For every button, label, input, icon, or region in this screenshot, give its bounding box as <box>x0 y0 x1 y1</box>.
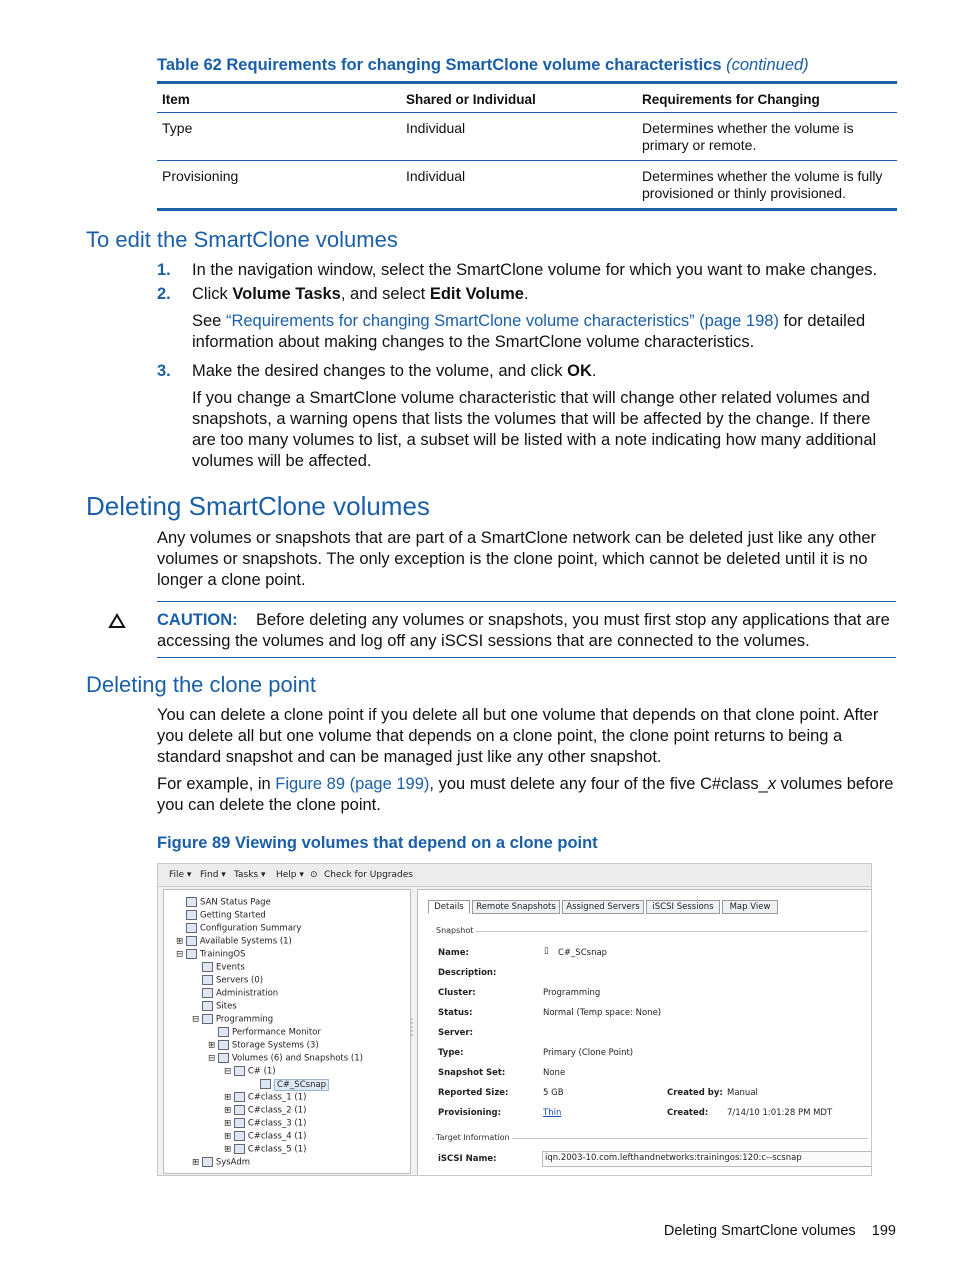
figure-caption: Figure 89 Viewing volumes that depend on a clone point <box>157 834 598 852</box>
snapshot-icon <box>260 1079 271 1089</box>
tab-assigned-servers[interactable]: Assigned Servers <box>562 900 644 914</box>
requirements-table <box>157 81 897 211</box>
group-icon <box>186 949 197 959</box>
table-row <box>157 161 897 210</box>
navigation-tree <box>163 889 411 1174</box>
cell-item: Type <box>157 113 401 161</box>
menu-help[interactable]: Help ▾ <box>276 870 304 880</box>
requirements-link[interactable]: “Requirements for changing SmartClone volume characteristics” (page 198) <box>225 312 779 330</box>
menu-tasks[interactable]: Tasks ▾ <box>234 870 266 880</box>
volume-icon <box>234 1066 245 1076</box>
start-icon <box>186 910 197 920</box>
tab-map-view[interactable]: Map View <box>722 900 778 914</box>
check-upgrades-icon: ⊙ <box>310 870 318 880</box>
step-2: 2. Click Volume Tasks, and select Edit Volume. See “Requirements for changing SmartClone volume characteristics” (page 198) for detailed information about making changes to the SmartClone volume characteristics. <box>157 285 866 351</box>
summary-icon <box>186 923 197 933</box>
snapshot-group: Snapshot <box>432 931 868 932</box>
delete-paragraph: Any volumes or snapshots that are part of a SmartClone network can be deleted just like any other volumes or snapshots. The only exception is the clone point, which cannot be deleted until it is no longer a clone point. <box>157 529 877 589</box>
tree-item[interactable]: ⊞ C#class_5 (1) <box>224 1144 307 1155</box>
tree-item[interactable]: SAN Status Page <box>186 897 271 908</box>
menu-file[interactable]: File ▾ <box>169 870 192 880</box>
clone-paragraph-1: You can delete a clone point if you delete all but one volume that depends on that clone point. After you delete all but one volume that depends on a clone point, the clone point returns to being a standard snapshot and can be managed just like any other snapshot. <box>157 706 879 766</box>
tree-item[interactable]: Performance Monitor <box>218 1027 321 1038</box>
cell-item: Provisioning <box>157 161 401 210</box>
cluster-icon <box>202 1014 213 1024</box>
table-row <box>157 113 897 161</box>
volumes-icon <box>218 1053 229 1063</box>
snapshot-icon: ▯ <box>544 946 549 956</box>
tree-item[interactable]: Servers (0) <box>202 975 263 986</box>
volume-icon <box>234 1144 245 1154</box>
volume-icon <box>234 1105 245 1115</box>
figure-link[interactable]: Figure 89 (page 199) <box>275 775 430 793</box>
col-item: Item <box>157 83 401 113</box>
tree-item[interactable]: ⊟ Programming <box>192 1014 274 1025</box>
volume-icon <box>234 1092 245 1102</box>
tree-item[interactable]: ⊞ C#class_4 (1) <box>224 1131 307 1142</box>
sites-icon <box>202 1001 213 1011</box>
volume-icon <box>234 1131 245 1141</box>
table-caption: Table 62 Requirements for changing SmartClone volume characteristics (continued) <box>157 56 809 74</box>
menu-check-upgrades[interactable]: Check for Upgrades <box>324 870 413 880</box>
cluster-icon <box>202 1157 213 1167</box>
section-heading-edit: To edit the SmartClone volumes <box>86 227 398 252</box>
tree-item[interactable]: Configuration Summary <box>186 923 301 934</box>
target-group: Target Information <box>432 1138 868 1139</box>
tree-item[interactable]: ⊞ C#class_1 (1) <box>224 1092 307 1103</box>
tree-item[interactable]: ⊞ Available Systems (1) <box>176 936 292 947</box>
step-1: 1. In the navigation window, select the SmartClone volume for which you want to make changes. <box>157 261 878 279</box>
cell-shared: Individual <box>401 161 637 210</box>
monitor-icon <box>218 1027 229 1037</box>
tree-item[interactable]: ⊞ SysAdm <box>192 1157 251 1168</box>
tab-remote-snapshots[interactable]: Remote Snapshots <box>472 900 560 914</box>
provisioning-link[interactable]: Thin <box>543 1108 562 1118</box>
cell-req: Determines whether the volume is fully provisioned or thinly provisioned. <box>637 161 897 210</box>
tree-item[interactable]: ⊞ C#class_3 (1) <box>224 1118 307 1129</box>
events-icon <box>202 962 213 972</box>
details-panel: Details Remote Snapshots Assigned Servers iSCSI Sessions Map View Snapshot Name: ▯ C#_SCsnap Description: Cluster: Programming Status: Normal (Temp space: None) Server: Type: Primary (Clone Point) Snapshot Set: None Reported Size: 5 GB Created by: Manual Provisioning: Thin Created: 7/14/10 1:01:28 PM MDT Target Information iSCSI Name: iqn.2003-10.com.lefthandnetworks:trainingos:120:c--scsnap <box>417 889 872 1176</box>
splitter-handle[interactable] <box>408 889 416 1172</box>
page-footer: Deleting SmartClone volumes 199 <box>663 1223 896 1239</box>
clone-paragraph-2: For example, in Figure 89 (page 199), you must delete any four of the five C#class_x volumes before you can delete the clone point. <box>157 775 894 814</box>
servers-icon <box>202 975 213 985</box>
menu-find[interactable]: Find ▾ <box>200 870 226 880</box>
menu-bar <box>158 864 871 887</box>
tree-item[interactable]: Events <box>202 962 245 973</box>
tab-details[interactable]: Details <box>428 900 470 914</box>
tree-item[interactable]: ⊞ C#class_2 (1) <box>224 1105 307 1116</box>
admin-icon <box>202 988 213 998</box>
systems-icon <box>186 936 197 946</box>
tree-item[interactable]: Administration <box>202 988 278 999</box>
tree-item-selected[interactable]: C#_SCsnap <box>260 1079 329 1090</box>
cell-req: Determines whether the volume is primary or remote. <box>637 113 897 161</box>
tree-item[interactable]: ⊟ C# (1) <box>224 1066 276 1077</box>
step-3: 3. Make the desired changes to the volume, and click OK. If you change a SmartClone volume characteristic that will change other related volumes and snapshots, a warning opens that lists the volumes that will be affected by the change. If there are too many volumes to list, a subset will be listed with a note indicating how many additional volumes will be affected. <box>157 362 877 470</box>
tab-iscsi-sessions[interactable]: iSCSI Sessions <box>646 900 720 914</box>
iscsi-name-field[interactable]: iqn.2003-10.com.lefthandnetworks:trainingos:120:c--scsnap <box>542 1151 872 1167</box>
caution-text: CAUTION: Before deleting any volumes or snapshots, you must first stop any applications that are accessing the volumes and log off any iSCSI sessions that are connected to the volumes. <box>157 611 890 650</box>
tree-item[interactable]: ⊟ Volumes (6) and Snapshots (1) <box>208 1053 363 1064</box>
warning-triangle-icon <box>108 613 126 629</box>
section-heading-delete: Deleting SmartClone volumes <box>86 491 430 521</box>
san-icon <box>186 897 197 907</box>
col-requirements: Requirements for Changing <box>637 83 897 113</box>
col-shared: Shared or Individual <box>401 83 637 113</box>
tree-item[interactable]: ⊟ TrainingOS <box>176 949 246 960</box>
storage-icon <box>218 1040 229 1050</box>
section-heading-clone-point: Deleting the clone point <box>86 672 316 697</box>
tree-item[interactable]: Getting Started <box>186 910 266 921</box>
cell-shared: Individual <box>401 113 637 161</box>
snapshot-name: C#_SCsnap <box>558 948 608 958</box>
tree-item[interactable]: ⊞ Storage Systems (3) <box>208 1040 319 1051</box>
volume-icon <box>234 1118 245 1128</box>
figure-screenshot <box>157 863 872 1176</box>
tree-item[interactable]: Sites <box>202 1001 237 1012</box>
